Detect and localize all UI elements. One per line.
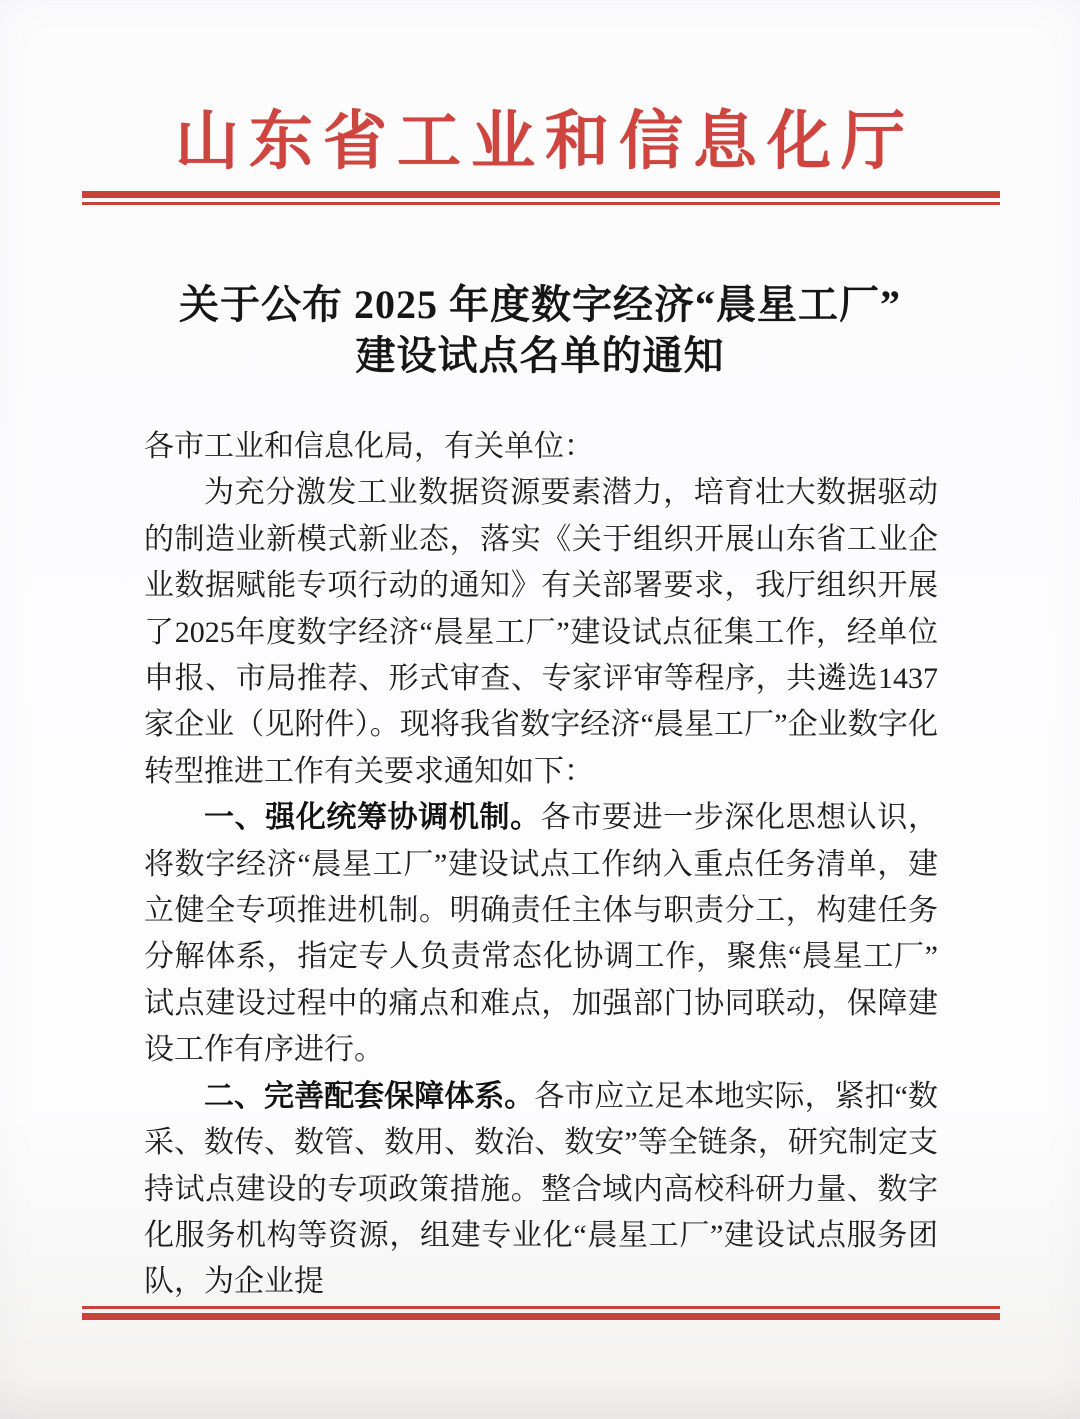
divider-thin-line [82, 202, 1000, 205]
letterhead-divider [82, 191, 1000, 205]
item2-heading: 二、完善配套保障体系。 [204, 1079, 535, 1113]
intro-paragraph: 为充分激发工业数据资源要素潜力，培育壮大数据驱动的制造业新模式新业态，落实《关于组织开展山东省工业企业数据赋能专项行动的通知》有关部署要求，我厅组织开展了2025年度数字经济“晨星工厂”建设试点征集工作，经单位申报、市局推荐、形式审查、专家评审等程序，共遴选1437家企业（见附件）。现将我省数字经济“晨星工厂”企业数字化转型推进工作有关要求通知如下： [144, 476, 938, 788]
document-body [144, 424, 938, 1306]
item1-paragraph [144, 795, 938, 1073]
document-title [0, 279, 1080, 381]
item1-heading: 一、强化统筹协调机制。 [204, 801, 541, 835]
document-title-line1: 关于公布 2025 年度数字经济“晨星工厂” [179, 282, 901, 327]
item2-paragraph [144, 1074, 938, 1306]
document-title-line2: 建设试点名单的通知 [355, 333, 725, 378]
footer-thick-line [82, 1313, 1000, 1320]
letterhead-agency-name: 山东省工业和信息化厅 [175, 106, 915, 177]
item1-text: 各市要进一步深化思想认识，将数字经济“晨星工厂”建设试点工作纳入重点任务清单，建立健全专项推进机制。明确责任主体与职责分工，构建任务分解体系，指定专人负责常态化协调工作，聚焦“晨星工厂”试点建设过程中的痛点和难点，加强部门协同联动，保障建设工作有序进行。 [144, 801, 939, 1067]
item2-text: 各市应立足本地实际，紧扣“数采、数传、数管、数用、数治、数安”等全链条，研究制定支持试点建设的专项政策措施。整合域内高校科研力量、数字化服务机构等资源，组建专业化“晨星工厂”建设试点服务团队，为企业提 [144, 1079, 938, 1299]
divider-thick-line [82, 191, 1000, 198]
salutation-line: 各市工业和信息化局，有关单位： [144, 430, 594, 463]
footer-divider [82, 1306, 1000, 1320]
